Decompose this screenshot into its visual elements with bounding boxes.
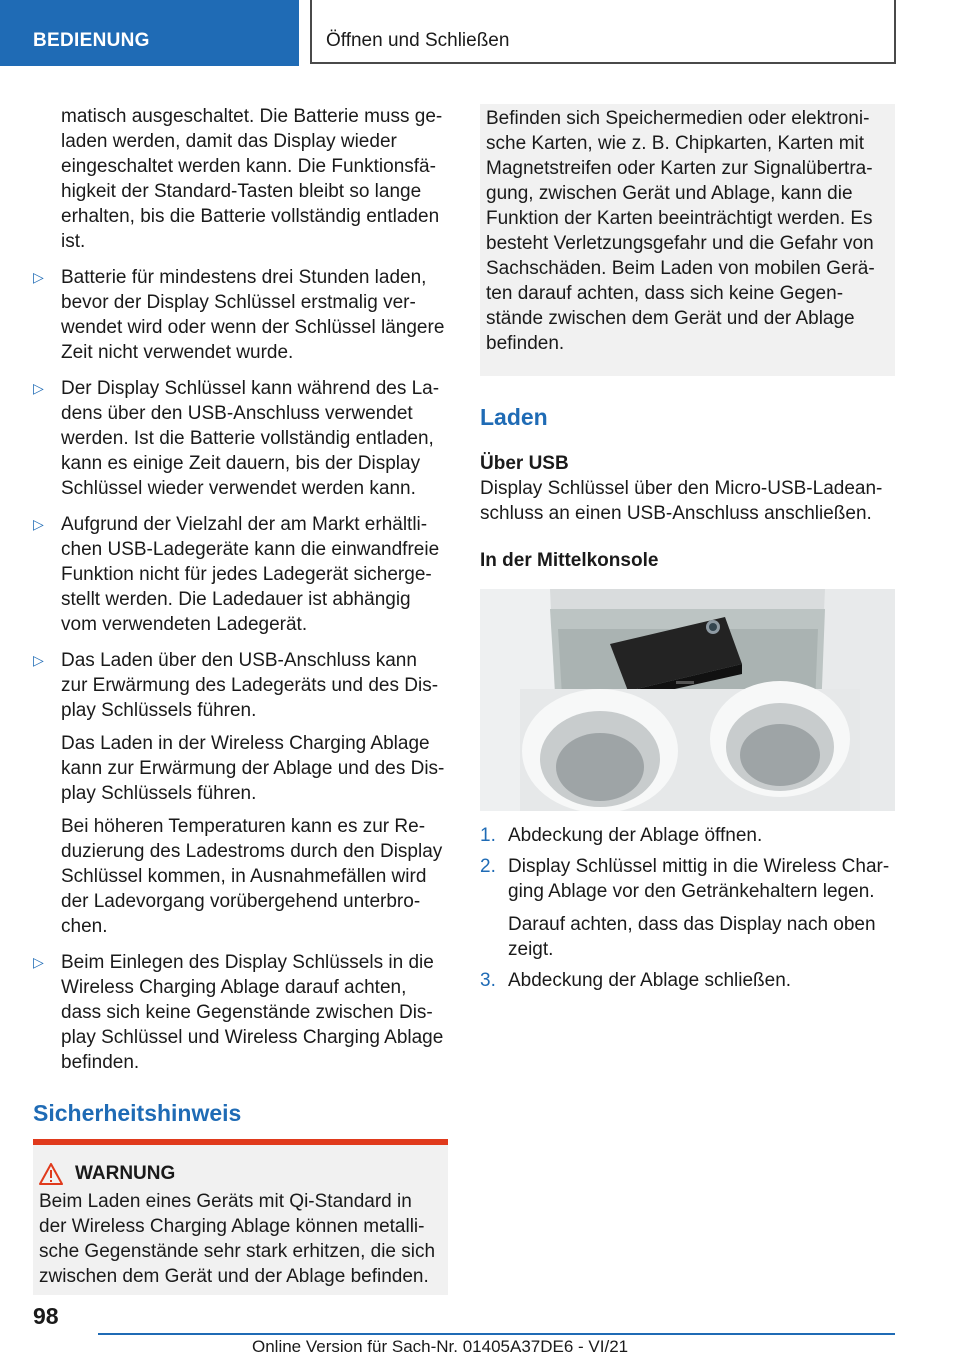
triangle-bullet-icon: ▷ xyxy=(33,516,44,532)
bullet-list xyxy=(33,265,448,1075)
step-number: 3. xyxy=(480,970,496,991)
intro-paragraph: matisch ausgeschaltet. Die Batterie muss geladen werden, damit das Display wieder eingeschaltet werden kann. Die Funktionsfähigkeit der Standard-Tasten bleibt so lange erhalten, bis die Batterie vollständig entladen ist. xyxy=(61,106,443,252)
right-column xyxy=(480,104,895,993)
warning-box xyxy=(33,1139,448,1295)
console-heading: In der Mittelkonsole xyxy=(480,550,659,571)
list-item xyxy=(33,648,448,939)
bullet-sub-paragraph: Bei höheren Temperaturen kann es zur Reduzierung des Ladestroms durch den Display Schlüssel kommen, in Ausnahmefällen wird der Ladevorgang vorübergehend unterbrochen. xyxy=(61,816,443,937)
page-number: 98 xyxy=(33,1303,59,1329)
note-box xyxy=(480,104,895,376)
bullet-text: Beim Einlegen des Display Schlüssels in die Wireless Charging Ablage darauf achten, dass sich keine Gegenstände zwischen Display Schlüssel und Wireless Charging Ablage befinden. xyxy=(61,952,444,1073)
laden-heading: Laden xyxy=(480,404,548,430)
warning-triangle-icon xyxy=(39,1163,63,1185)
list-item xyxy=(480,968,895,993)
section-title: BEDIENUNG xyxy=(33,30,150,51)
left-column xyxy=(33,104,448,1295)
center-console-illustration xyxy=(480,589,895,811)
footer-divider xyxy=(98,1333,895,1335)
list-item xyxy=(33,512,448,637)
list-item xyxy=(480,823,895,848)
chapter-title: Öffnen und Schließen xyxy=(326,30,510,51)
step-text: Abdeckung der Ablage öffnen. xyxy=(508,825,763,846)
list-item xyxy=(33,265,448,365)
footer-online-version: Online Version für Sach-Nr. 01405A37DE6 - VI/21 xyxy=(252,1337,629,1356)
step-number: 1. xyxy=(480,825,496,846)
step-number: 2. xyxy=(480,856,496,877)
warning-header xyxy=(39,1163,440,1185)
usb-text: Display Schlüssel über den Micro-USB-Ladeanschluss an einen USB-Anschluss anschließen. xyxy=(480,478,883,524)
bullet-text: Der Display Schlüssel kann während des Ladens über den USB-Anschluss verwendet werden. Ist die Batterie vollständig entladen, kann es einige Zeit dauern, bis der Display Schlüssel wieder verwendet werden kann. xyxy=(61,378,440,499)
step-sub-paragraph: Darauf achten, dass das Display nach oben zeigt. xyxy=(508,914,876,960)
chapter-tab xyxy=(310,0,896,64)
warning-title: WARNUNG xyxy=(75,1163,176,1184)
steps-list xyxy=(480,823,895,993)
page-header xyxy=(0,0,960,66)
warning-text: Beim Laden eines Geräts mit Qi-Standard in der Wireless Charging Ablage können metallische Gegenstände sehr stark erhitzen, die sich zwischen dem Gerät und der Ablage befinden. xyxy=(39,1191,436,1287)
list-item xyxy=(33,376,448,501)
note-text: Befinden sich Speichermedien oder elektronische Karten, wie z. B. Chipkarten, Karten mit Magnetstreifen oder Karten zur Signalübertragung, zwischen Gerät und Ablage, kann die Funktion der Karten beeinträchtigt werden. Es besteht Verletzungsgefahr und die Gefahr von Sachschäden. Beim Laden von mobilen Geräten darauf achten, dass sich keine Gegenstände zwischen dem Gerät und der Ablage befinden. xyxy=(486,108,875,354)
triangle-bullet-icon: ▷ xyxy=(33,269,44,285)
section-tab xyxy=(0,0,299,66)
bullet-sub-paragraph: Das Laden in der Wireless Charging Ablage kann zur Erwärmung der Ablage und des Display Schlüssels führen. xyxy=(61,733,445,804)
bullet-text: Das Laden über den USB-Anschluss kann zur Erwärmung des Ladegeräts und des Display Schlüssels führen. xyxy=(61,650,439,721)
step-text: Display Schlüssel mittig in die Wireless Charging Ablage vor den Getränkehaltern legen. xyxy=(508,856,890,902)
bullet-text: Aufgrund der Vielzahl der am Markt erhältlichen USB-Ladegeräte kann die einwandfreie Funktion nicht für jedes Ladegerät sichergestellt werden. Die Ladedauer ist abhängig vom verwendeten Ladegerät. xyxy=(61,514,440,635)
list-item xyxy=(33,950,448,1075)
bullet-text: Batterie für mindestens drei Stunden laden, bevor der Display Schlüssel erstmalig verwendet wird oder wenn der Schlüssel längere Zeit nicht verwendet wurde. xyxy=(61,267,445,363)
step-text: Abdeckung der Ablage schließen. xyxy=(508,970,792,991)
triangle-bullet-icon: ▷ xyxy=(33,652,44,668)
triangle-bullet-icon: ▷ xyxy=(33,380,44,396)
triangle-bullet-icon: ▷ xyxy=(33,954,44,970)
safety-heading: Sicherheitshinweis xyxy=(33,1100,242,1126)
list-item xyxy=(480,854,895,962)
usb-heading: Über USB xyxy=(480,453,569,474)
